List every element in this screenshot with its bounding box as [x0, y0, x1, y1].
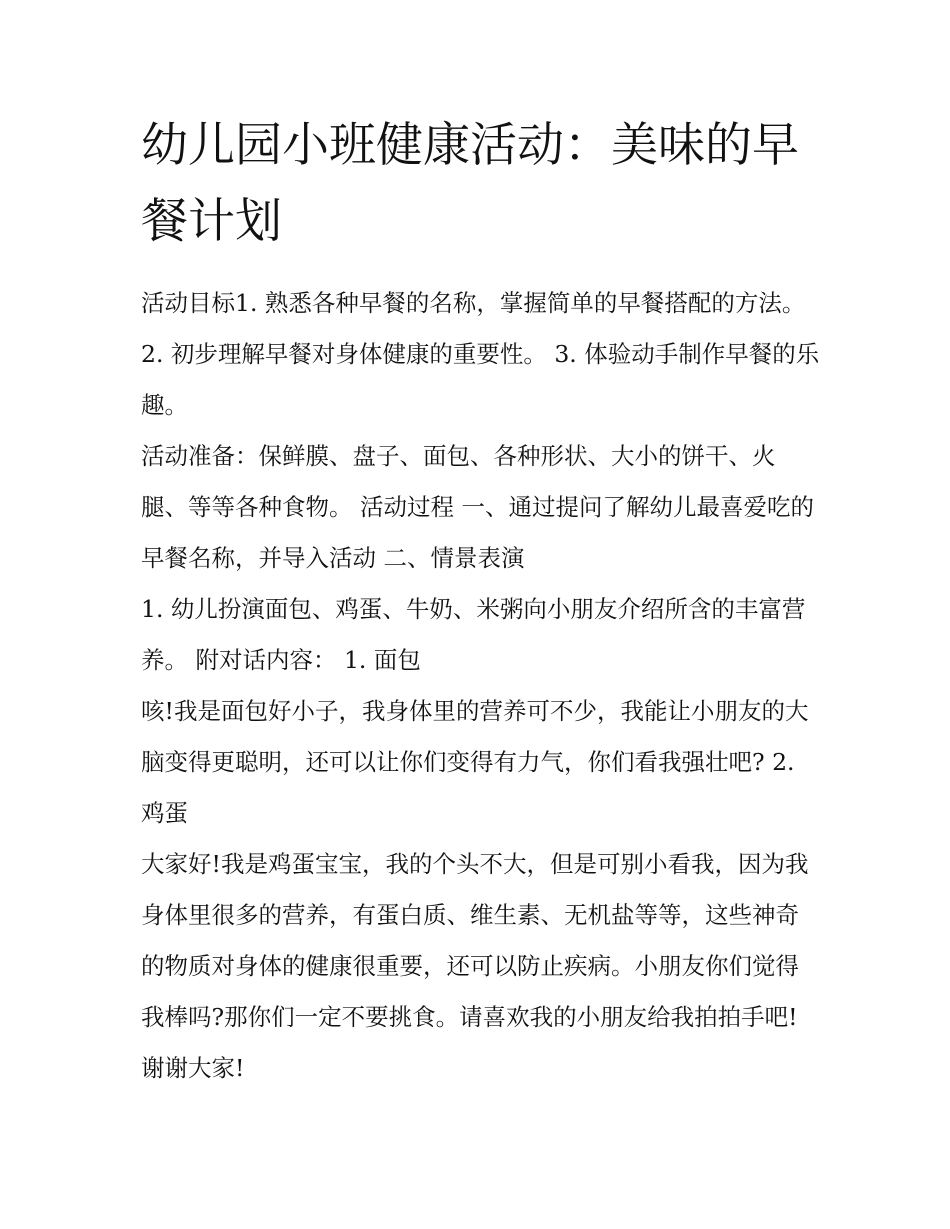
paragraph-preparation: 活动准备：保鲜膜、盘子、面包、各种形状、大小的饼干、火腿、等等各种食物。 活动过程 一、通过提问了解幼儿最喜爱吃的早餐名称，并导入活动 二、情景表演 — [141, 442, 814, 572]
paragraph-performance: 1. 幼儿扮演面包、鸡蛋、牛奶、米粥向小朋友介绍所含的丰富营养。 附对话内容： 1. 面包 — [141, 595, 806, 674]
document-page — [141, 108, 821, 1094]
paragraph-egg-dialogue: 大家好!我是鸡蛋宝宝，我的个头不大，但是可别小看我，因为我身体里很多的营养，有蛋白质、维生素、无机盐等等，这些神奇的物质对身体的健康很重要，还可以防止疾病。小朋友你们觉得我棒吗?那你们一定不要挑食。请喜欢我的小朋友给我拍拍手吧!谢谢大家! — [141, 850, 809, 1082]
paragraph-goals: 活动目标1. 熟悉各种早餐的名称，掌握简单的早餐搭配的方法。 2. 初步理解早餐对身体健康的重要性。 3. 体验动手制作早餐的乐趣。 — [141, 289, 820, 419]
document-title: 幼儿园小班健康活动：美味的早餐计划 — [141, 118, 799, 249]
paragraph-bread-dialogue: 咳!我是面包好小子，我身体里的营养可不少，我能让小朋友的大脑变得更聪明，还可以让你们变得有力气，你们看我强壮吧? 2. 鸡蛋 — [141, 697, 809, 827]
